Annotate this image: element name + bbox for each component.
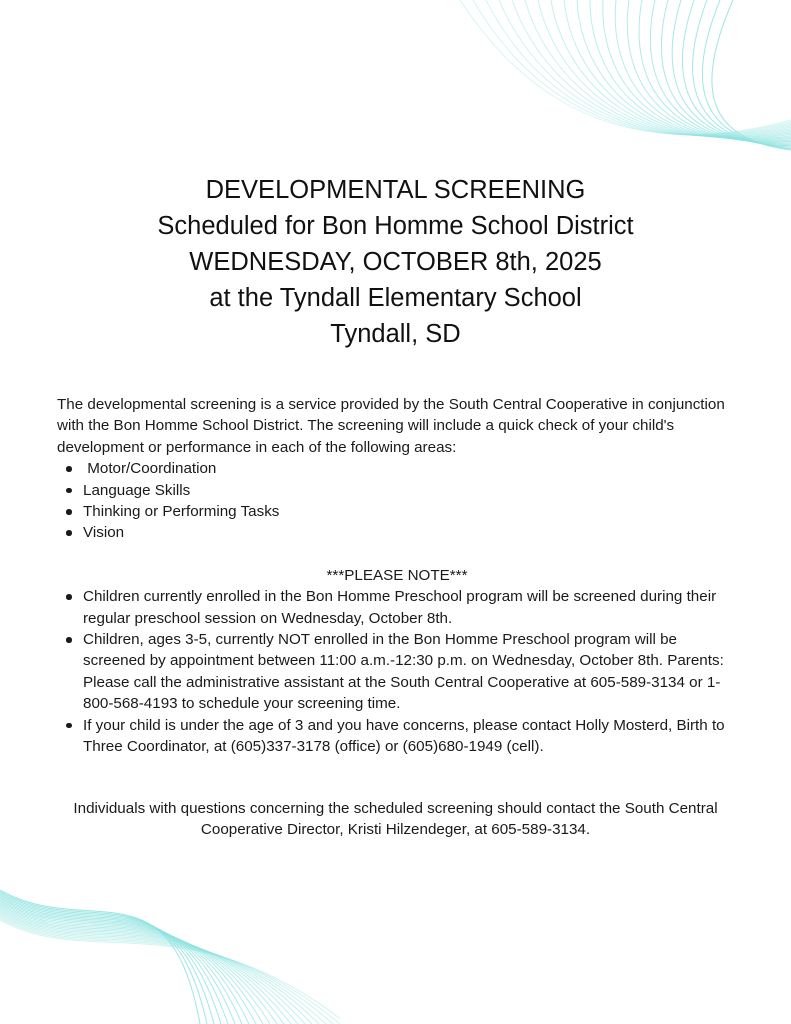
screening-details (57, 394, 737, 758)
title-line-3: WEDNESDAY, OCTOBER 8th, 2025 (189, 248, 602, 276)
wave-line (499, 0, 791, 136)
decorative-wave-top-right (440, 0, 791, 190)
wave-line (683, 0, 791, 146)
decorative-wave-bottom-left (0, 870, 340, 1024)
wave-line (590, 0, 791, 139)
wave-line (538, 0, 791, 137)
list-item: Motor/Coordination (57, 458, 737, 479)
wave-line (0, 894, 221, 1024)
title-line-1: DEVELOPMENTAL SCREENING (205, 176, 586, 204)
list-item: If your child is under the age of 3 and you have concerns, please contact Holly Mosterd, Birth to Three Coordinator, at (605)337-3178 (office) or (605)680-1949 (cell). (57, 715, 737, 758)
wave-line (0, 900, 249, 1024)
wave-line (564, 0, 791, 138)
wave-line (672, 0, 791, 144)
footer-paragraph: Individuals with questions concerning the scheduled screening should contact the South Central Cooperative Director, Kristi Hilzendeger, at 605-589-3134. (73, 800, 718, 839)
wave-line (525, 0, 791, 136)
wave-line (486, 0, 791, 135)
title-line-5: Tyndall, SD (330, 320, 461, 348)
wave-line (0, 891, 207, 1024)
wave-line (0, 899, 242, 1024)
wave-line (0, 901, 256, 1024)
wave-line (460, 0, 791, 134)
list-item: Language Skills (57, 480, 737, 501)
wave-line (577, 0, 791, 138)
wave-line (615, 0, 791, 140)
wave-line (0, 907, 284, 1024)
wave-line (551, 0, 791, 137)
wave-line (473, 0, 791, 135)
wave-line (0, 893, 214, 1024)
wave-line (0, 913, 312, 1024)
wave-line (0, 903, 263, 1024)
wave-line (0, 906, 277, 1024)
please-note-list (57, 586, 737, 757)
wave-line (0, 896, 228, 1024)
wave-line (0, 919, 340, 1024)
wave-line (0, 904, 270, 1024)
contact-footer (57, 798, 734, 841)
wave-line (0, 920, 340, 1024)
wave-line (693, 0, 791, 147)
list-item: Thinking or Performing Tasks (57, 501, 737, 522)
wave-line (712, 0, 791, 150)
wave-line (650, 0, 791, 142)
list-item: Children currently enrolled in the Bon Homme Preschool program will be screened during their regular preschool session on Wednesday, October 8th. (57, 586, 737, 629)
flyer-title (0, 172, 791, 352)
wave-line (0, 890, 200, 1024)
please-note-heading: ***PLEASE NOTE*** (326, 566, 468, 584)
screening-areas-list (57, 458, 737, 544)
list-item: Children, ages 3-5, currently NOT enrolled in the Bon Homme Preschool program will be screened by appointment between 11:00 a.m.-12:30 p.m. on Wednesday, October 8th. Parents: Please call the administrative assistant at the South Central Cooperative at 605-589-3134 or 1-800-568-4193 to schedule your screening time. (57, 629, 737, 715)
wave-line (512, 0, 791, 136)
title-line-2: Scheduled for Bon Homme School District (157, 212, 634, 240)
wave-line (702, 0, 791, 149)
title-line-4: at the Tyndall Elementary School (209, 284, 582, 312)
wave-line (0, 897, 235, 1024)
intro-paragraph: The developmental screening is a service provided by the South Central Cooperative in conjunction with the Bon Homme School District. The screening will include a quick check of your child's development or performance in each of the following areas: (57, 396, 725, 456)
wave-line (0, 916, 326, 1024)
wave-line (0, 914, 319, 1024)
wave-line (0, 909, 291, 1024)
wave-line (627, 0, 791, 141)
wave-line (603, 0, 791, 139)
wave-line (661, 0, 791, 143)
wave-line (0, 911, 305, 1024)
wave-line (639, 0, 791, 141)
wave-line (0, 917, 333, 1024)
wave-line (0, 910, 298, 1024)
list-item: Vision (57, 522, 737, 543)
